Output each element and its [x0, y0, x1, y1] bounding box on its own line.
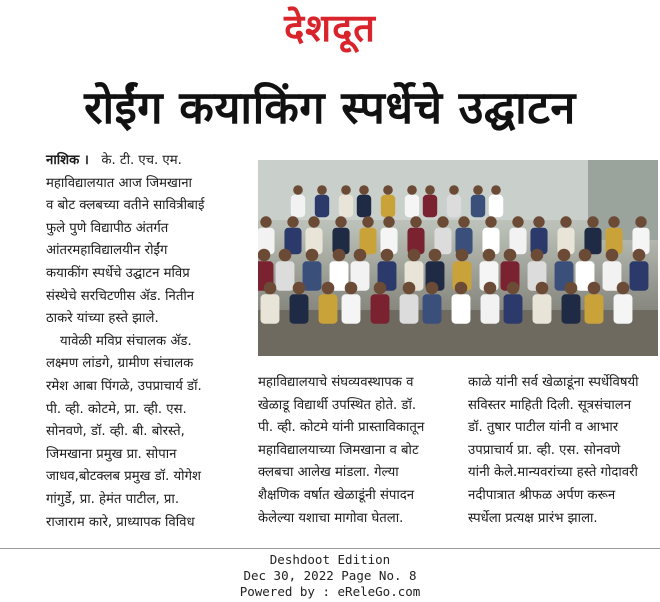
article-line: गांगुर्डे, प्रा. हेमंत पाटील, प्रा.: [46, 491, 180, 507]
edition-label: Deshdoot Edition: [269, 552, 391, 567]
person-head: [345, 282, 358, 295]
person-head: [587, 216, 598, 227]
article-line: राजाराम कारे, प्राध्यापक विविध: [46, 514, 195, 530]
person-head: [410, 216, 421, 227]
person-head: [456, 249, 469, 262]
article-line: यांनी केले.मान्यवरांच्या हस्ते गोदावरी: [468, 465, 638, 481]
article-line: महाविद्यालयाच्या जिमखाना व बोट: [258, 442, 419, 458]
person-head: [484, 282, 497, 295]
article-line: व बोट क्लबच्या वतीने सावित्रीबाई: [46, 198, 205, 214]
person-head: [536, 282, 549, 295]
person-head: [408, 249, 421, 262]
person-body: [319, 294, 338, 323]
person-head: [426, 282, 439, 295]
person-head: [485, 216, 496, 227]
person-head: [437, 216, 448, 227]
person-body: [291, 195, 305, 217]
person-head: [507, 282, 520, 295]
article-line: लक्ष्मण लांडगे, ग्रामीण संचालक: [46, 356, 194, 372]
article-column-1: [46, 150, 252, 534]
person-head: [633, 249, 646, 262]
article-line: स्पर्धेला प्रत्यक्ष प्रारंभ झाला.: [468, 510, 598, 526]
article-line: उपप्राचार्य प्रा. व्ही. एस. सोनवणे: [468, 442, 621, 458]
article-line: शैक्षणिक वर्षात खेळाडूंनी संपादन: [258, 487, 415, 503]
article-line: पी. व्ही. कोटमे, प्रा. व्ही. एस.: [46, 401, 187, 417]
person-head: [473, 185, 483, 195]
person-head: [293, 282, 306, 295]
person-head: [606, 249, 619, 262]
person-head: [531, 249, 544, 262]
person-head: [483, 249, 496, 262]
masthead: [0, 6, 660, 50]
person-head: [308, 216, 319, 227]
newspaper-logo: देशदूत: [284, 6, 376, 50]
person-body: [481, 294, 500, 323]
person-head: [381, 249, 394, 262]
article-line: कयाकींग स्पर्धेचे उद्घाटन मविप्र: [46, 265, 190, 281]
article-line: पी. व्ही. कोटमे यांनी प्रास्ताविकातून: [258, 420, 425, 436]
person-body: [357, 195, 371, 217]
person-head: [359, 185, 369, 195]
group-photo: [258, 160, 658, 356]
person-head: [317, 185, 327, 195]
person-head: [560, 216, 571, 227]
article-line: रमेश आबा पिंगळे, उपप्राचार्य डॉ.: [46, 378, 202, 394]
person-head: [362, 216, 373, 227]
article-column-2: [258, 372, 458, 530]
article-line: डॉ. तुषार पाटील यांनी व आभार: [468, 420, 619, 436]
dateline-place: नाशिक ।: [46, 153, 89, 168]
person-head: [588, 282, 601, 295]
person-head: [383, 216, 394, 227]
article-column-3: [468, 372, 658, 530]
article-line: [46, 150, 252, 173]
person-head: [383, 185, 393, 195]
person-head: [429, 249, 442, 262]
person-body: [471, 195, 485, 217]
person-body: [562, 294, 581, 323]
person-body: [489, 195, 503, 217]
person-head: [579, 249, 592, 262]
article-line: फुले पुणे विद्यापीठ अंतर्गत: [46, 220, 169, 236]
article-line: जाधव,बोटक्लब प्रमुख डॉ. योगेश: [46, 469, 201, 485]
person-head: [533, 216, 544, 227]
article-line: काळे यांनी सर्व खेळाडूंना स्पर्धेविषयी: [468, 375, 639, 390]
person-body: [276, 261, 295, 290]
person-head: [260, 216, 271, 227]
person-body: [339, 195, 353, 217]
person-head: [293, 185, 303, 195]
person-head: [341, 185, 351, 195]
person-head: [558, 249, 571, 262]
person-head: [258, 249, 270, 262]
article-line: सोनवणे, डॉ. व्ही. बी. बोरस्ते,: [46, 424, 185, 440]
group-photo-illustration: [258, 160, 658, 356]
person-head: [565, 282, 578, 295]
person-body: [452, 294, 471, 323]
person-body: [423, 195, 437, 217]
person-head: [504, 249, 517, 262]
article-line: क्लबचा आलेख मांडला. गेल्या: [258, 465, 399, 481]
person-head: [407, 185, 417, 195]
person-body: [290, 294, 309, 323]
article-line: जिमखाना प्रमुख प्रा. सोपान: [46, 446, 177, 462]
article-line: यावेळी मविप्र संचालक ॲड.: [60, 333, 192, 349]
person-head: [354, 249, 367, 262]
person-body: [405, 195, 419, 217]
person-head: [374, 282, 387, 295]
person-head: [279, 249, 292, 262]
article-line: सविस्तर माहिती दिली. सूत्रसंचालन: [468, 397, 632, 413]
person-head: [635, 216, 646, 227]
footer: [0, 552, 660, 600]
date-page-label: Dec 30, 2022 Page No. 8: [243, 568, 417, 583]
article-line: आंतरमहाविद्यालयीन रोईंग: [46, 243, 168, 259]
footer-divider: [0, 548, 660, 549]
person-body: [315, 195, 329, 217]
person-head: [287, 216, 298, 227]
person-body: [533, 294, 552, 323]
article-line: नदीपात्रात श्रीफळ अर्पण करून: [468, 487, 616, 503]
person-head: [333, 249, 346, 262]
person-head: [491, 185, 501, 195]
article-line-text: के. टी. एच. एम.: [101, 153, 182, 168]
person-head: [306, 249, 319, 262]
person-body: [423, 294, 442, 323]
person-head: [335, 216, 346, 227]
person-head: [403, 282, 416, 295]
person-head: [322, 282, 335, 295]
headline: रोईंग कयाकिंग स्पर्धेचे उद्घाटन: [84, 81, 576, 134]
person-head: [608, 216, 619, 227]
person-body: [261, 294, 280, 323]
article-line: संस्थेचे सरचिटणीस ॲड. नितीन: [46, 288, 195, 304]
person-head: [458, 216, 469, 227]
person-head: [264, 282, 277, 295]
person-head: [455, 282, 468, 295]
person-body: [447, 195, 461, 217]
person-head: [425, 185, 435, 195]
person-body: [342, 294, 361, 323]
article-line: खेळाडू विद्यार्थी उपस्थित होते. डॉ.: [258, 397, 417, 413]
person-body: [630, 261, 649, 290]
person-body: [381, 195, 395, 217]
article-line: महाविद्यालयाचे संघव्यवस्थापक व: [258, 375, 414, 390]
person-body: [585, 294, 604, 323]
powered-by-label: Powered by : eReleGo.com: [239, 584, 421, 599]
article-line: महाविद्यालयात आज जिमखाना: [46, 175, 192, 191]
article-line: केलेल्या यशाचा मागोवा घेतला.: [258, 510, 404, 526]
person-head: [512, 216, 523, 227]
person-body: [614, 294, 633, 323]
person-body: [504, 294, 523, 323]
person-head: [449, 185, 459, 195]
article-line: ठाकरे यांच्या हस्ते झाले.: [46, 311, 159, 327]
person-body: [303, 261, 322, 290]
person-body: [371, 294, 390, 323]
person-head: [617, 282, 630, 295]
person-body: [400, 294, 419, 323]
